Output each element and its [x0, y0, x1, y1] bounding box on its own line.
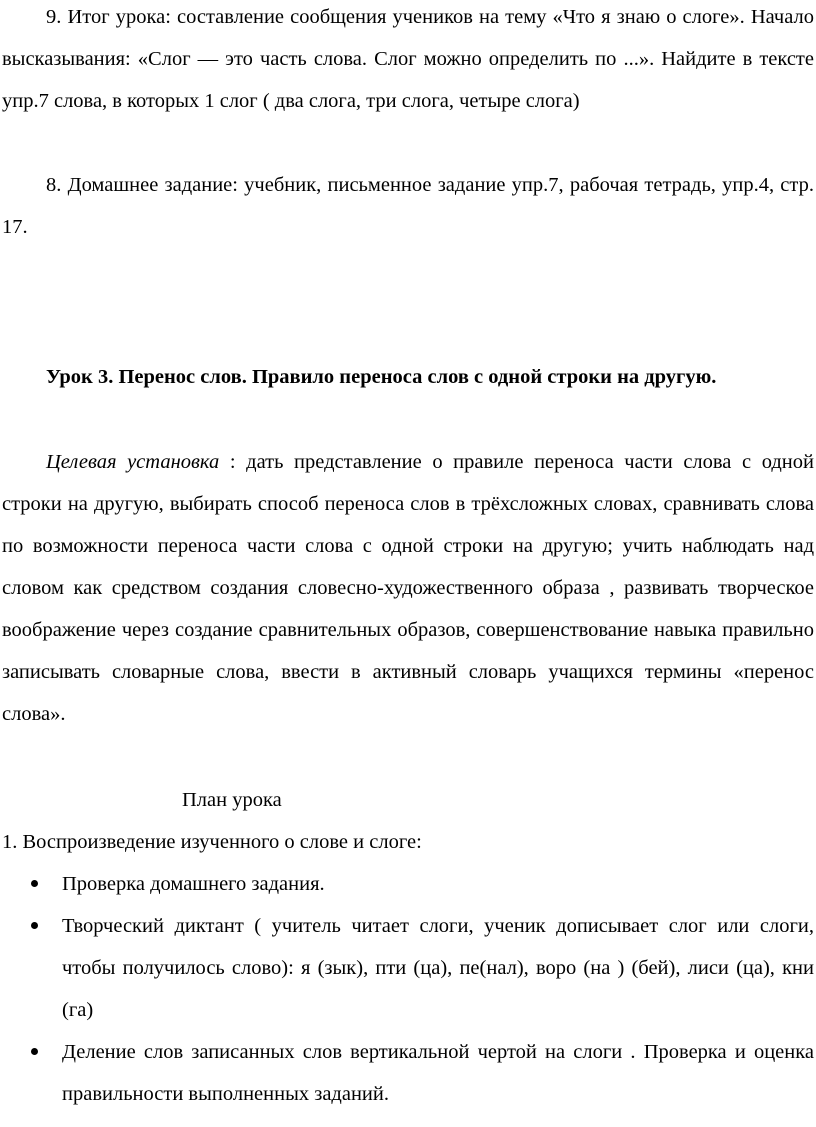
plan-title: План урока — [182, 789, 282, 811]
paragraph-lesson-summary: 9. Итог урока: составление сообщения учеников на тему «Что я знаю о слоге». Начало высказывания: «Слог — это часть слова. Слог можно определить по ...». Найдите в тексте упр.7 слова, в которых 1 слог ( два слога, три слога, четыре слога) — [2, 6, 814, 112]
plan-step-1: 1. Воспроизведение изученного о слове и слоге: — [2, 831, 422, 853]
paragraph-homework: 8. Домашнее задание: учебник, письменное задание упр.7, рабочая тетрадь, упр.4, стр. 17. — [2, 174, 814, 238]
plan-bullet-list — [0, 863, 816, 1115]
bullet-icon — [31, 1048, 38, 1055]
bullet-icon — [31, 922, 38, 929]
paragraph-lesson-goal — [2, 441, 814, 735]
list-item — [0, 905, 816, 1031]
goal-text: : дать представление о правиле переноса части слова с одной строки на другую, выбирать способ переноса слов в трёхсложных словах, сравнивать слова по возможности переноса части слова с одной строки на другую; учить наблюдать над словом как средством создания словесно-художественного образа , развивать творческое воображение через создание сравнительных образов, совершенствование навыка правильно записывать словарные слова, ввести в активный словарь учащихся термины «перенос слова». — [2, 451, 814, 725]
list-item — [0, 1031, 816, 1115]
lesson-heading: Урок 3. Перенос слов. Правило переноса слов с одной строки на другую. — [46, 366, 717, 388]
bullet-text: Деление слов записанных слов вертикальной чертой на слоги . Проверка и оценка правильности выполненных заданий. — [62, 1041, 814, 1105]
list-item — [0, 863, 816, 905]
bullet-text: Творческий диктант ( учитель читает слоги, ученик дописывает слог или слоги, чтобы получилось слово): я (зык), пти (ца), пе(нал), воро (на ) (бей), лиси (ца), кни (га) — [62, 915, 814, 1021]
bullet-icon — [31, 880, 38, 887]
bullet-text: Проверка домашнего задания. — [62, 873, 325, 895]
goal-label: Целевая установка — [46, 451, 220, 473]
